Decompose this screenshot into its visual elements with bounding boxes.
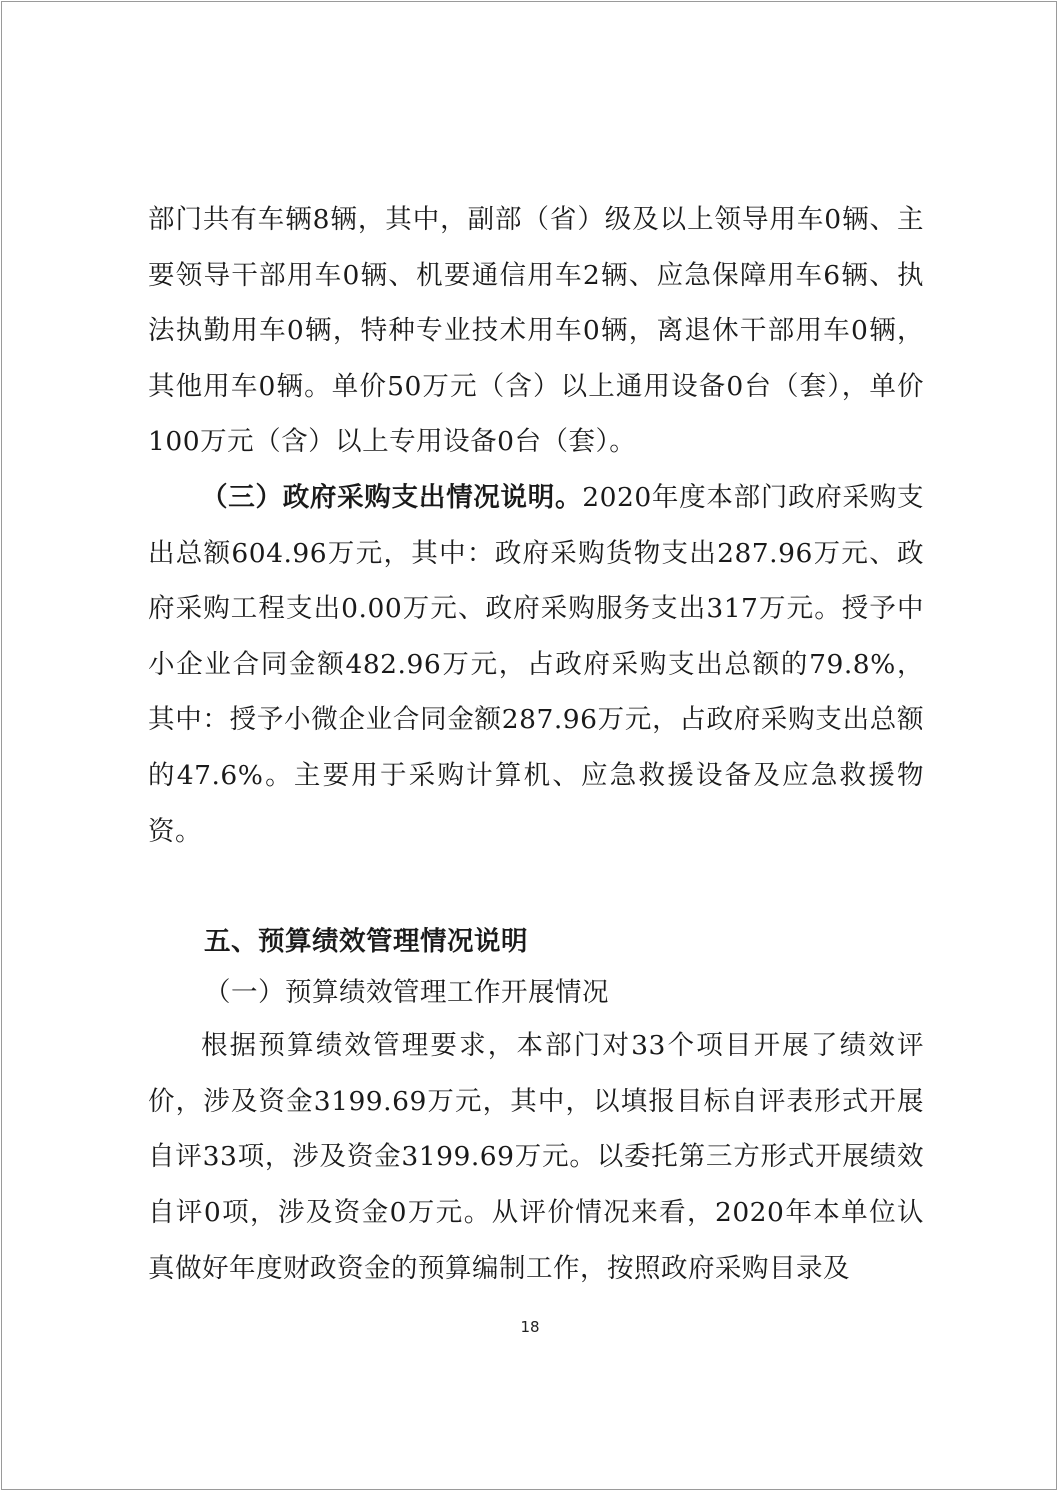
- page-number: 18: [520, 1318, 540, 1336]
- paragraph-procurement: [148, 470, 924, 859]
- subsection-heading: （一）预算绩效管理工作开展情况: [204, 977, 609, 1009]
- paragraph-performance: 根据预算绩效管理要求，本部门对33个项目开展了绩效评价，涉及资金3199.69万元，其中，以填报目标自评表形式开展自评33项，涉及资金3199.69万元。以委托第三方形式开展绩效自评0项，涉及资金0万元。从评价情况来看，2020年本单位认真做好年度财政资金的预算编制工作，按照政府采购目录及: [148, 1030, 924, 1284]
- section-heading: 五、预算绩效管理情况说明: [204, 926, 528, 958]
- section-gap: [148, 859, 924, 916]
- paragraph-vehicles: 部门共有车辆8辆，其中，副部（省）级及以上领导用车0辆、主要领导干部用车0辆、机要通信用车2辆、应急保障用车6辆、执法执勤用车0辆，特种专业技术用车0辆，离退休干部用车0辆，其他用车0辆。单价50万元（含）以上通用设备0台（套），单价100万元（含）以上专用设备0台（套）。: [148, 204, 924, 458]
- procurement-lead: （三）政府采购支出情况说明。: [201, 481, 583, 513]
- procurement-text: 2020年度本部门政府采购支出总额604.96万元，其中：政府采购货物支出287.96万元、政府采购工程支出0.00万元、政府采购服务支出317万元。授予中小企业合同金额482.96万元，占政府采购支出总额的79.8%，其中：授予小微企业合同金额287.96万元，占政府采购支出总额的47.6%。主要用于采购计算机、应急救援设备及应急救援物资。: [148, 481, 925, 847]
- document-body: [148, 192, 924, 1296]
